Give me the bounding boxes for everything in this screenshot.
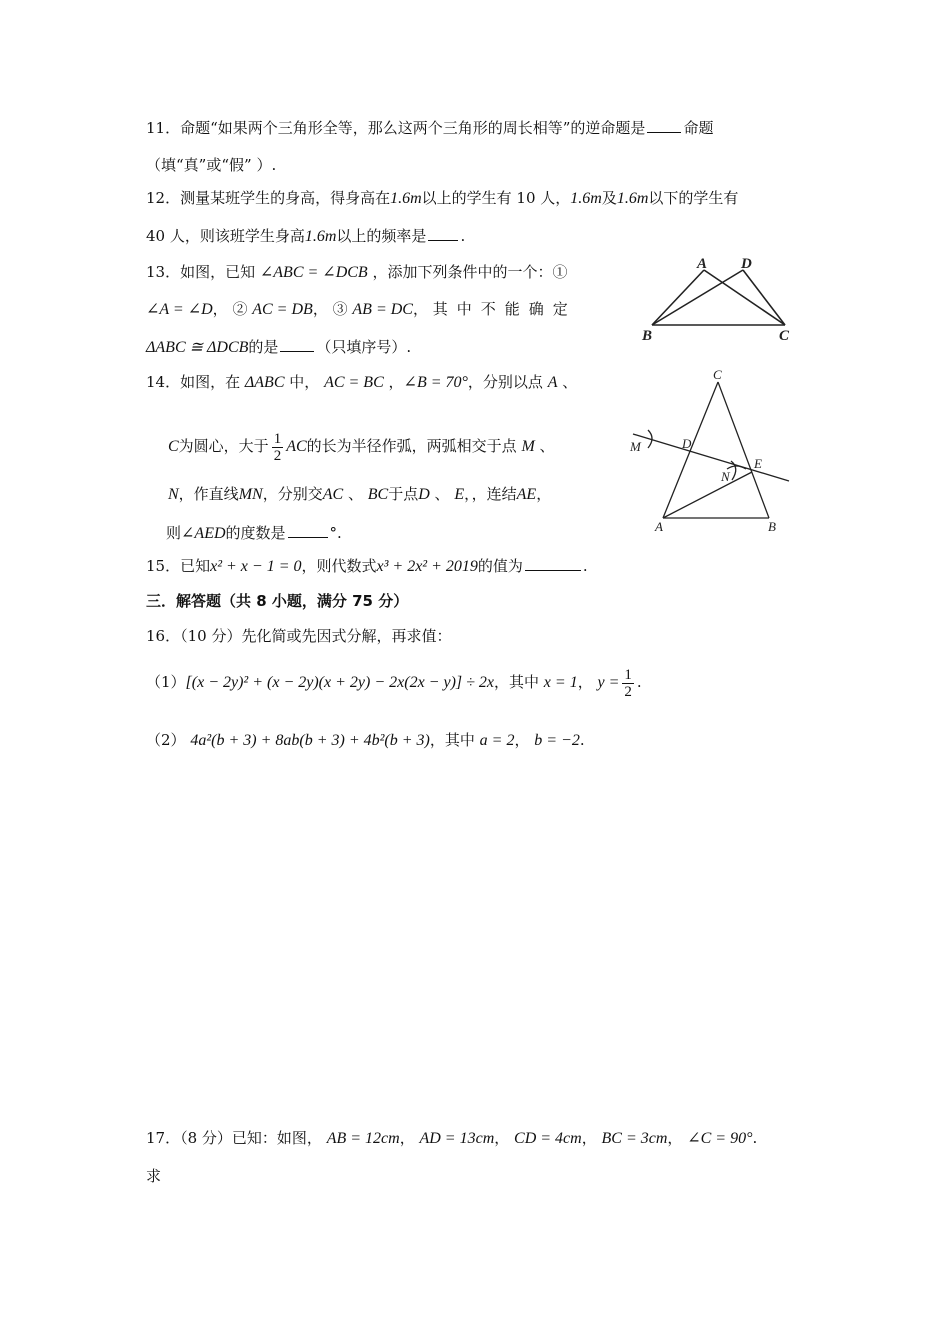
answer-blank <box>288 523 328 538</box>
q13-line2: ∠A = ∠D， ② AC = DB， ③ AB = DC， 其中不能确定 <box>146 300 577 318</box>
fig14-line-MN <box>633 434 789 481</box>
section-title: 三．解答题（共 8 小题，满分 75 分） <box>146 592 409 610</box>
q16-part2: （2） 4a²(b + 3) + 8ab(b + 3) + 4b²(b + 3)，其中 a = 2， b = −2. <box>146 731 585 749</box>
fig14-arc-N2 <box>727 466 746 469</box>
fig14-label-A: A <box>655 519 663 534</box>
fraction-one-half: $\frac{1}{2}$ <box>624 666 632 700</box>
fig14-segment-AE <box>663 472 752 518</box>
answer-blank <box>525 556 581 571</box>
fig14-label-B: B <box>768 519 776 534</box>
q12-line2: 40 人，则该班学生身高1.6m以上的频率是 . <box>146 227 466 245</box>
q14-line1: 14．如图，在 ΔABC 中， AC = BC ，∠B = 70°，分别以点 A 、 <box>146 373 578 391</box>
fig13-segment-BD <box>652 270 743 325</box>
fig13-label-C: C <box>779 328 790 344</box>
q11-line1: 11．命题“如果两个三角形全等，那么这两个三角形的周长相等”的逆命题是 命题 <box>146 119 714 137</box>
q15-line: 15．已知x² + x − 1 = 0，则代数式x³ + 2x² + 2019的值为 . <box>146 557 588 575</box>
answer-blank <box>428 226 458 241</box>
answer-blank <box>280 337 314 352</box>
q16-intro: 16．（10 分）先化简或先因式分解，再求值： <box>146 627 452 645</box>
fig14-label-M: M <box>630 439 641 454</box>
q16-part1: （1）[(x − 2y)² + (x − 2y)(x + 2y) − 2x(2x − y)] ÷ 2x，其中 x = 1， y = $\frac{1}{2}$ . <box>146 666 642 700</box>
fig14-segment-BC <box>718 382 769 518</box>
q13-line3: ΔABC ≅ ΔDCB的是 （只填序号）. <box>146 338 412 356</box>
fig13-label-A: A <box>697 256 708 272</box>
q14-line2: C为圆心，大于 $\frac{1}{2}$ AC的长为半径作弧，两弧相交于点 M 、 <box>168 430 555 464</box>
answer-blank <box>647 118 681 133</box>
fig14-label-C: C <box>713 368 722 382</box>
q17-line1: 17．（8 分）已知：如图， AB = 12cm， AD = 13cm， CD = 4cm， BC = 3cm， ∠C = 90°. <box>146 1129 758 1147</box>
q11-line2: （填“真”或“假” ）. <box>146 156 277 174</box>
fig13-segment-DC <box>743 270 785 325</box>
fig14-label-D: D <box>682 436 692 451</box>
q17-line2: 求 <box>146 1167 162 1185</box>
q14-line4: 则∠AED的度数是 °. <box>166 524 342 542</box>
fig13-label-D: D <box>741 256 752 272</box>
fig14-label-N: N <box>721 469 730 484</box>
fig13-label-B: B <box>642 328 653 344</box>
fig14-label-E: E <box>754 456 762 471</box>
fraction-one-half: $\frac{1}{2}$ <box>273 430 282 464</box>
figure-q13 <box>640 254 800 344</box>
fig13-segment-AC <box>704 270 785 325</box>
q12-line1: 12．测量某班学生的身高，得身高在1.6m以上的学生有 10 人，1.6m及1.6m以下的学生有 <box>146 189 739 207</box>
q13-line1: 13．如图，已知 ∠ABC = ∠DCB ，添加下列条件中的一个：① <box>146 263 568 281</box>
figure-q14 <box>628 368 798 538</box>
q14-line3: N，作直线MN，分别交AC 、 BC于点D 、 E，，连结AE， <box>168 485 552 503</box>
